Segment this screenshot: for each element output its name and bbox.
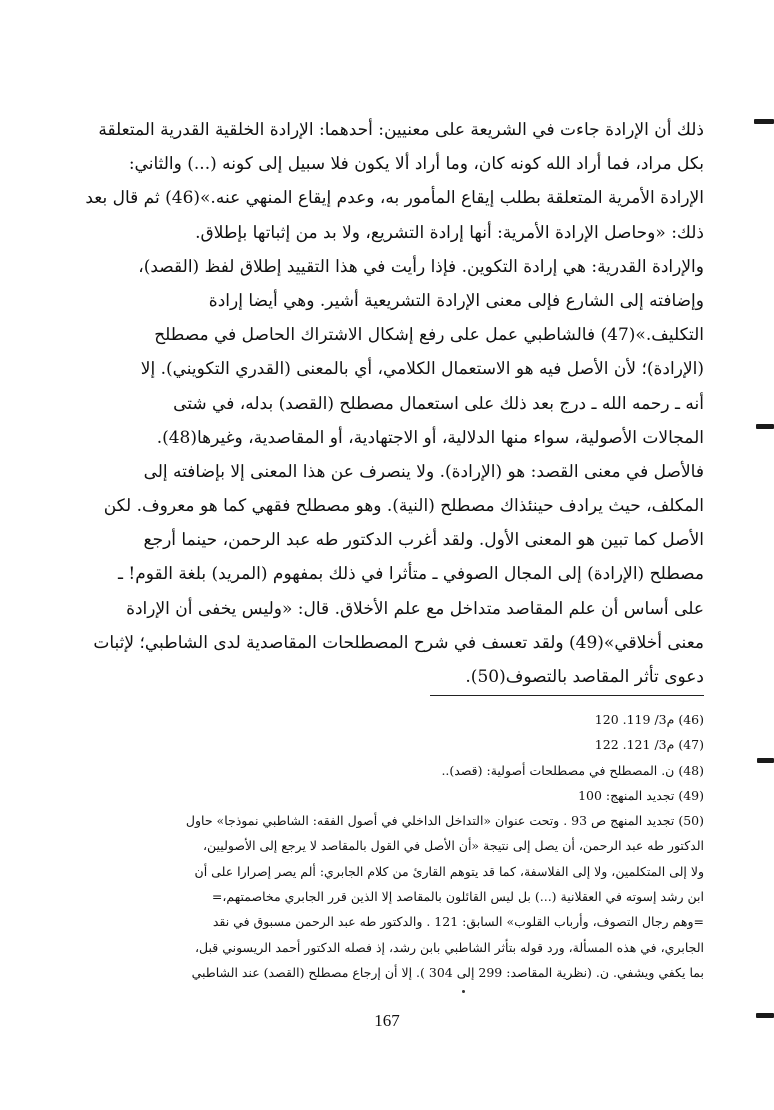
text-line: ذلك أن الإرادة جاءت في الشريعة على معنيين: أحدهما: الإرادة الخلقية القدرية المتعلقة [98, 120, 704, 140]
text-line-last: دعوى تأثر المقاصد بالتصوف(50). [465, 667, 704, 687]
text-line: المكلف، حيث يرادف حينئذاك مصطلح (النية). وهو مصطلح فقهي كما هو معروف. لكن [103, 496, 704, 517]
text-line: على أساس أن علم المقاصد متداخل مع علم الأخلاق. قال: «وليس يخفى أن الإرادة [126, 598, 704, 619]
edge-mark-middle [756, 424, 774, 429]
text-line: التكليف.»(47) فالشاطبي عمل على رفع إشكال الاشتراك الحاصل في مصطلح [154, 325, 704, 346]
text-line: والإرادة القدرية: هي إرادة التكوين. فإذا رأيت في هذا التقييد إطلاق لفظ (القصد)، [138, 256, 704, 277]
text-line: معنى أخلاقي»(49) ولقد تعسف في شرح المصطلحات المقاصدية لدى الشاطبي؛ لإثبات [93, 632, 704, 653]
footnote-49: (49) تجديد المنهج: 100 [578, 787, 704, 803]
text-line: (الإرادة)؛ لأن الأصل فيه هو الاستعمال الكلامي، أي بالمعنى (القدري التكويني). إلا [140, 359, 704, 380]
text-line: أنه ـ رحمه الله ـ درج بعد ذلك على استعمال مصطلح (القصد) بدله، في شتى [173, 393, 704, 414]
footnote-50-line: =وهم رجال التصوف، وأرباب القلوب» السابق: 121 . والدكتور طه عبد الرحمن مسبوق في نقد [212, 914, 704, 930]
text-line: الأصل كما تبين هو المعنى الأول. ولقد أغرب الدكتور طه عبد الرحمن، حينما أرجع [143, 530, 704, 551]
footnote-50-line: الجابري، في هذه المسألة، ورد قوله بتأثر الشاطبي بابن رشد، إذ فصله الدكتور أحمد الريسوني قبل، [194, 939, 704, 955]
text-line: ذلك: «وحاصل الإرادة الأمرية: أنها إرادة التشريع، ولا بد من إثباتها بإطلاق. [195, 222, 704, 243]
page-number: 167 [374, 1011, 400, 1030]
main-text [85, 113, 704, 694]
speck-dot [462, 990, 465, 993]
edge-mark-top [754, 119, 774, 124]
text-line: بكل مراد، فما أراد الله كونه كان، وما أراد ألا يكون فلا سبيل إلى كونه (...) والثاني: [128, 154, 704, 175]
footnote-47: (47) م3/ 121. 122 [594, 737, 704, 753]
text-line: فالأصل في معنى القصد: هو (الإرادة). ولا ينصرف عن هذا المعنى إلا بإضافته إلى [143, 461, 704, 482]
text-line: وإضافته إلى الشارع فإلى معنى الإرادة التشريعية أشير. وهي أيضا إرادة [208, 290, 704, 311]
text-line: مصطلح (الإرادة) إلى المجال الصوفي ـ متأثرا في ذلك بمفهوم (المريد) بلغة القوم! ـ [117, 564, 704, 585]
text-line: المجالات الأصولية، سواء منها الدلالية، أو الاجتهادية، أو المقاصدية، وغيرها(48). [156, 427, 704, 448]
footnotes [104, 707, 704, 985]
footnote-50-line: ولا إلى المتكلمين، ولا إلى الفلاسفة، كما قد يتوهم القارئ من كلام الجابري: ألم يصر إصرارا على أن [194, 863, 704, 879]
footnote-50: (50) تجديد المنهج ص 93 . وتحت عنوان «التداخل الداخلي في أصول الفقه: الشاطبي نموذجا» حاول [185, 813, 704, 829]
footnote-50-line: ابن رشد إسوته في العقلانية (...) بل ليس القائلون بالمقاصد إلا الذين قرر الجابري مخاصمتهم،= [211, 889, 704, 905]
footnote-48: (48) ن. المصطلح في مصطلحات أصولية: (قصد).. [441, 762, 704, 778]
footnote-50-line: الدكتور طه عبد الرحمن، أن يصل إلى نتيجة «أن الأصل في القول بالمقاصد لا يرجع إلى الأصوليين، [202, 838, 704, 854]
text-line: الإرادة الأمرية المتعلقة بطلب إيقاع المأمور به، وعدم إيقاع المنهي عنه.»(46) ثم قال بعد [85, 188, 704, 209]
footnote-50-line: بما يكفي ويشفي. ن. (نظرية المقاصد: 299 إلى 304 ). إلا أن إرجاع مصطلح (القصد) عند الشاطبي [191, 964, 704, 980]
footnote-divider [430, 695, 704, 696]
edge-mark-lower [757, 758, 774, 763]
footnote-46: (46) م3/ 119. 120 [594, 712, 704, 727]
